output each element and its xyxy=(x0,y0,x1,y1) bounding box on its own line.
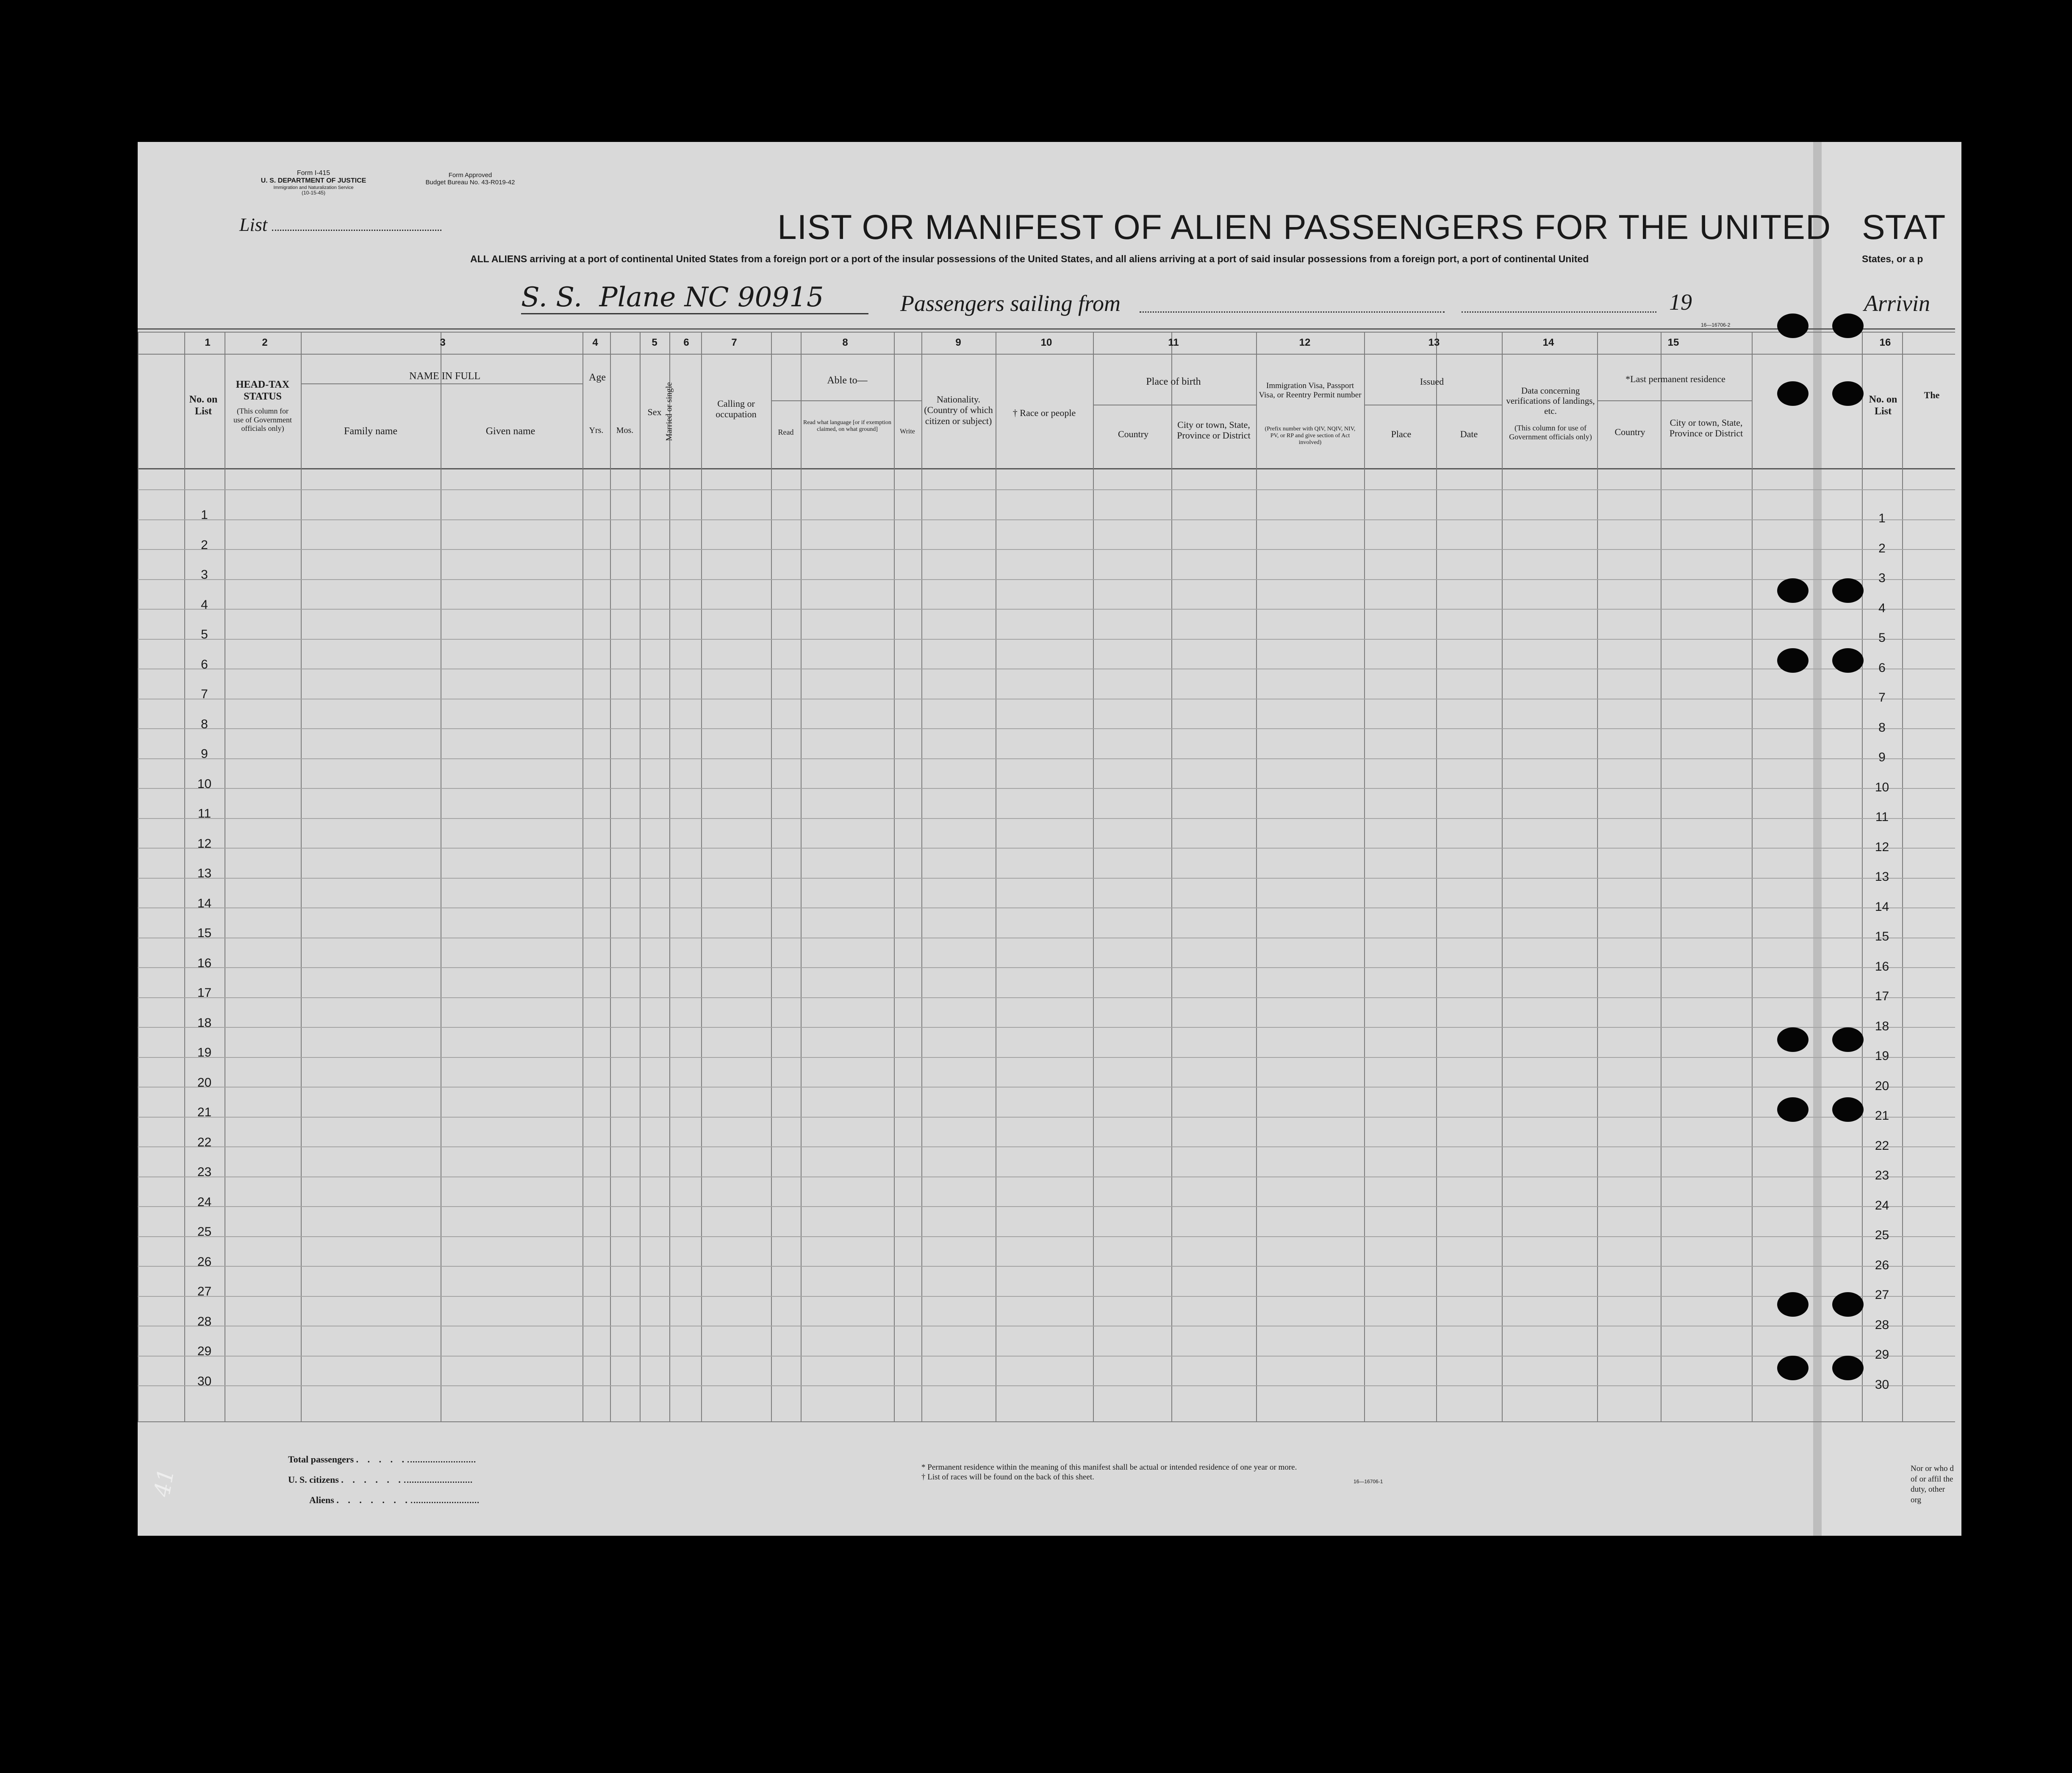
header-write: Write xyxy=(900,428,915,435)
column-rule xyxy=(771,332,772,1421)
column-rule xyxy=(610,332,611,1421)
header-mos: Mos. xyxy=(616,426,634,435)
total-passengers-label: Total passengers xyxy=(288,1454,354,1465)
row-rule xyxy=(138,1236,1955,1237)
sailing-from-label: Passengers sailing from xyxy=(900,291,1121,316)
row-number: 27 xyxy=(197,1285,212,1299)
form-approval xyxy=(407,172,534,186)
row-rule xyxy=(138,489,1955,490)
ss-label: S. S. xyxy=(521,282,582,313)
form-header-left xyxy=(237,169,390,196)
column-rule xyxy=(921,332,922,1421)
row-number-right: 30 xyxy=(1875,1377,1889,1392)
header-bottom-rule xyxy=(138,468,1955,469)
row-number-right: 11 xyxy=(1875,810,1889,824)
form-number: Form I-415 xyxy=(297,169,330,177)
row-number-right: 23 xyxy=(1875,1168,1889,1182)
row-rule xyxy=(138,1206,1955,1207)
row-number-right: 4 xyxy=(1878,601,1886,615)
row-rule xyxy=(138,609,1955,610)
header-issued: Issued xyxy=(1420,376,1444,387)
table-bottom-rule xyxy=(138,1421,1955,1422)
column-number: 10 xyxy=(1040,337,1052,348)
punch-hole xyxy=(1832,381,1864,406)
table-top-rule-2 xyxy=(138,332,1955,333)
service-name: Immigration and Naturalization Service xyxy=(273,185,354,190)
row-number-right: 13 xyxy=(1875,870,1889,884)
row-number-right: 12 xyxy=(1875,840,1889,854)
header-age: Age xyxy=(589,372,606,383)
row-number-right: 14 xyxy=(1875,899,1889,914)
page-subtitle-continued: States, or a p xyxy=(1862,253,1923,264)
row-rule xyxy=(138,1117,1955,1118)
row-number-right: 1 xyxy=(1878,511,1886,525)
row-rule xyxy=(138,907,1955,908)
row-number-right: 7 xyxy=(1878,691,1886,705)
column-number: 5 xyxy=(652,337,657,348)
header-head-tax: HEAD-TAX STATUS xyxy=(236,379,290,402)
header-data-note: (This column for use of Government officials only) xyxy=(1509,424,1592,441)
us-citizens-blank xyxy=(404,1482,472,1483)
row-number: 9 xyxy=(201,747,208,761)
subheader-rule xyxy=(771,400,921,401)
aliens-label: Aliens xyxy=(309,1495,334,1505)
punch-hole xyxy=(1777,578,1808,603)
row-number-right: 25 xyxy=(1875,1228,1889,1242)
header-place: Place xyxy=(1391,429,1412,439)
row-number-right: 24 xyxy=(1875,1198,1889,1213)
row-rule xyxy=(138,1027,1955,1028)
row-number: 4 xyxy=(201,597,208,612)
column-rule xyxy=(640,332,641,1421)
header-yrs: Yrs. xyxy=(589,426,604,435)
header-married: Married or single xyxy=(664,382,674,441)
row-number: 25 xyxy=(197,1225,212,1239)
row-number: 26 xyxy=(197,1254,212,1269)
header-nationality: Nationality. (Country of which citizen or subject) xyxy=(924,394,993,426)
footer-print-code: 16—16706-1 xyxy=(1354,1479,1383,1484)
header-no-on-list: No. on List xyxy=(189,394,218,417)
column-number: 7 xyxy=(731,337,737,348)
row-number-right: 9 xyxy=(1878,750,1886,764)
total-passengers-row: Total passengers . . . . . xyxy=(288,1454,475,1465)
row-number-right: 20 xyxy=(1875,1079,1889,1093)
column-number: 14 xyxy=(1542,337,1554,348)
row-rule xyxy=(138,1146,1955,1147)
row-number-right: 5 xyxy=(1878,631,1886,645)
form-date-code: (10-15-45) xyxy=(301,190,326,196)
column-rule xyxy=(801,332,802,1421)
column-rule xyxy=(894,332,895,1421)
punch-hole xyxy=(1832,648,1864,673)
row-rule xyxy=(138,1356,1955,1357)
page-title: LIST OR MANIFEST OF ALIEN PASSENGERS FOR THE UNITED xyxy=(777,208,1831,247)
column-number: 1 xyxy=(205,337,211,348)
total-passengers-blank xyxy=(408,1461,475,1462)
row-number-right: 21 xyxy=(1875,1109,1889,1123)
print-code: 16—16706-2 xyxy=(1701,322,1731,328)
row-number: 21 xyxy=(197,1105,212,1119)
header-country: Country xyxy=(1118,429,1149,439)
column-number: 12 xyxy=(1299,337,1311,348)
punch-hole xyxy=(1777,648,1808,673)
row-rule xyxy=(138,728,1955,729)
header-race: † Race or people xyxy=(1012,408,1076,418)
page-subtitle: ALL ALIENS arriving at a port of continental United States from a foreign port or a port of the insular possessions of the United States, and all aliens arriving at a port of said insular possessions from a foreign port, a port of continental United xyxy=(470,253,1589,264)
header-city-state2: City or town, State, Province or District xyxy=(1669,417,1743,439)
header-able-to: Able to— xyxy=(827,375,868,386)
punch-hole xyxy=(1777,1356,1808,1380)
header-visa: Immigration Visa, Passport Visa, or Reentry Permit number xyxy=(1259,381,1362,400)
row-number-right: 8 xyxy=(1878,720,1886,735)
aliens-row: Aliens . . . . . . . xyxy=(309,1495,479,1506)
row-number: 17 xyxy=(197,986,212,1000)
row-rule xyxy=(138,549,1955,550)
row-rule xyxy=(138,519,1955,520)
row-number-right: 10 xyxy=(1875,780,1889,794)
row-number: 6 xyxy=(201,657,208,671)
punch-hole xyxy=(1777,314,1808,338)
column-rule xyxy=(1364,332,1365,1421)
column-number: 8 xyxy=(842,337,848,348)
punch-hole xyxy=(1777,1097,1808,1122)
punch-hole xyxy=(1832,1027,1864,1052)
column-number: 15 xyxy=(1667,337,1679,348)
header-name-in-full: NAME IN FULL xyxy=(409,371,480,382)
row-number: 23 xyxy=(197,1165,212,1179)
header-data-concerning: Data concerning verifications of landings, etc. xyxy=(1506,386,1595,416)
header-head-tax-note: (This column for use of Government officials only) xyxy=(233,407,292,433)
column-number: 6 xyxy=(683,337,689,348)
column-number: 2 xyxy=(262,337,268,348)
row-number-right: 15 xyxy=(1875,930,1889,943)
row-rule xyxy=(138,967,1955,968)
punch-hole xyxy=(1777,381,1808,406)
department: U. S. DEPARTMENT OF JUSTICE xyxy=(261,177,366,185)
row-number-right: 29 xyxy=(1875,1348,1889,1362)
row-rule xyxy=(138,1266,1955,1267)
row-rule xyxy=(138,1057,1955,1058)
row-number-right: 17 xyxy=(1875,989,1889,1003)
row-number: 1 xyxy=(201,508,208,522)
row-number: 15 xyxy=(197,926,212,940)
column-number: 16 xyxy=(1879,337,1891,348)
header-calling: Calling or occupation xyxy=(716,398,757,420)
column-rule xyxy=(669,332,670,1421)
header-last-residence: *Last permanent residence xyxy=(1625,374,1725,384)
row-number: 13 xyxy=(197,866,212,880)
row-number: 12 xyxy=(197,836,212,851)
row-number: 8 xyxy=(201,717,208,731)
row-number: 28 xyxy=(197,1314,212,1329)
list-label xyxy=(239,214,441,236)
row-rule xyxy=(138,758,1955,759)
list-label-text: List xyxy=(239,214,268,235)
row-number: 10 xyxy=(197,777,212,791)
punch-hole xyxy=(1832,1097,1864,1122)
arriving-label: Arrivin xyxy=(1864,291,1930,316)
manifest-table xyxy=(138,328,1955,1421)
column-rule xyxy=(1256,332,1257,1421)
column-rule xyxy=(1752,332,1753,1421)
row-number: 16 xyxy=(197,956,212,970)
row-rule xyxy=(138,997,1955,998)
row-rule xyxy=(138,878,1955,879)
row-rule xyxy=(138,1176,1955,1177)
row-number: 29 xyxy=(197,1344,212,1358)
column-rule xyxy=(701,332,702,1421)
row-number: 18 xyxy=(197,1016,212,1030)
margin-handwritten-mark: 41 xyxy=(149,1467,180,1499)
punch-hole xyxy=(1777,1292,1808,1317)
sailing-from-blank xyxy=(1140,311,1445,313)
row-rule xyxy=(138,818,1955,819)
header-sex: Sex xyxy=(647,407,662,417)
column-rule xyxy=(138,332,139,1421)
row-number-right: 18 xyxy=(1875,1019,1889,1033)
row-number-right: 19 xyxy=(1875,1049,1889,1063)
column-rule xyxy=(1093,332,1094,1421)
row-number: 22 xyxy=(197,1135,212,1149)
punch-hole xyxy=(1832,314,1864,338)
table-top-rule xyxy=(138,328,1955,330)
punch-hole xyxy=(1832,1292,1864,1317)
header-family-name: Family name xyxy=(344,426,397,437)
list-blank xyxy=(272,230,441,231)
row-number-right: 2 xyxy=(1878,541,1886,555)
row-number: 19 xyxy=(197,1046,212,1060)
header-no-on-list2: No. on List xyxy=(1869,394,1897,417)
sailing-date-blank xyxy=(1462,311,1656,313)
punch-hole xyxy=(1777,1027,1808,1052)
punch-hole xyxy=(1832,578,1864,603)
column-rule xyxy=(301,332,302,1421)
page-title-continued: STAT xyxy=(1862,208,1946,247)
column-rule xyxy=(1597,332,1598,1421)
column-number: 3 xyxy=(440,337,446,348)
budget-bureau: Budget Bureau No. 43-R019-42 xyxy=(425,179,515,186)
row-number-right: 6 xyxy=(1878,660,1886,675)
header-given-name: Given name xyxy=(485,426,535,437)
column-rule xyxy=(1502,332,1503,1421)
row-number: 5 xyxy=(201,627,208,641)
form-approved: Form Approved xyxy=(448,172,492,179)
row-rule xyxy=(138,788,1955,789)
aliens-blank xyxy=(411,1502,479,1503)
header-date: Date xyxy=(1460,429,1478,439)
row-number-right: 16 xyxy=(1875,959,1889,974)
row-number-right: 3 xyxy=(1878,571,1886,585)
us-citizens-row: U. S. citizens . . . . . . xyxy=(288,1474,472,1485)
footnote-races: † List of races will be found on the back of this sheet. xyxy=(921,1473,1094,1482)
row-number: 24 xyxy=(197,1195,212,1209)
ship-name-field xyxy=(521,282,868,314)
row-number: 20 xyxy=(197,1075,212,1090)
column-rule xyxy=(582,332,583,1421)
header-city-state: City or town, State, Province or District xyxy=(1177,419,1251,441)
row-number: 7 xyxy=(201,687,208,701)
header-read: Read xyxy=(778,428,794,436)
ss-value: Plane NC 90915 xyxy=(599,282,824,313)
column-number: 4 xyxy=(592,337,598,348)
row-rule xyxy=(138,1087,1955,1088)
header-partial: The xyxy=(1924,390,1940,400)
column-rule xyxy=(1436,332,1437,1421)
row-number: 14 xyxy=(197,896,212,910)
subheader-rule xyxy=(301,383,582,384)
column-number: 13 xyxy=(1428,337,1440,348)
column-number: 11 xyxy=(1168,337,1179,348)
row-rule xyxy=(138,579,1955,580)
row-number-right: 27 xyxy=(1875,1288,1889,1302)
row-rule xyxy=(138,1385,1955,1386)
year-prefix: 19 xyxy=(1669,289,1692,315)
row-number: 11 xyxy=(197,807,211,821)
punch-hole xyxy=(1832,1356,1864,1380)
row-number: 2 xyxy=(201,538,208,552)
header-read-lang: Read what language [or if exemption claimed, on what ground] xyxy=(803,419,891,433)
footnote-residence: * Permanent residence within the meaning of this manifest shall be actual or intended residence of one year or more. xyxy=(921,1463,1297,1472)
subheader-rule xyxy=(1597,400,1752,401)
row-rule xyxy=(138,848,1955,849)
row-rule xyxy=(138,1296,1955,1297)
col-number-rule xyxy=(138,354,1955,355)
row-number-right: 26 xyxy=(1875,1258,1889,1272)
row-rule xyxy=(138,639,1955,640)
header-place-of-birth: Place of birth xyxy=(1146,376,1201,387)
row-number-right: 22 xyxy=(1875,1138,1889,1153)
column-number: 9 xyxy=(955,337,961,348)
row-number: 30 xyxy=(197,1374,212,1388)
header-visa-note: (Prefix number with QIV, NQIV, NIV, PV, or RP and give section of Act involved) xyxy=(1265,426,1356,446)
header-country2: Country xyxy=(1614,427,1645,437)
footer-right-note: Nor or who d of or affil the duty, other org xyxy=(1911,1464,1954,1505)
column-rule xyxy=(1902,332,1903,1421)
row-number-right: 28 xyxy=(1875,1318,1889,1332)
us-citizens-label: U. S. citizens xyxy=(288,1474,339,1485)
column-rule xyxy=(1171,332,1172,1421)
row-number: 3 xyxy=(201,568,208,582)
